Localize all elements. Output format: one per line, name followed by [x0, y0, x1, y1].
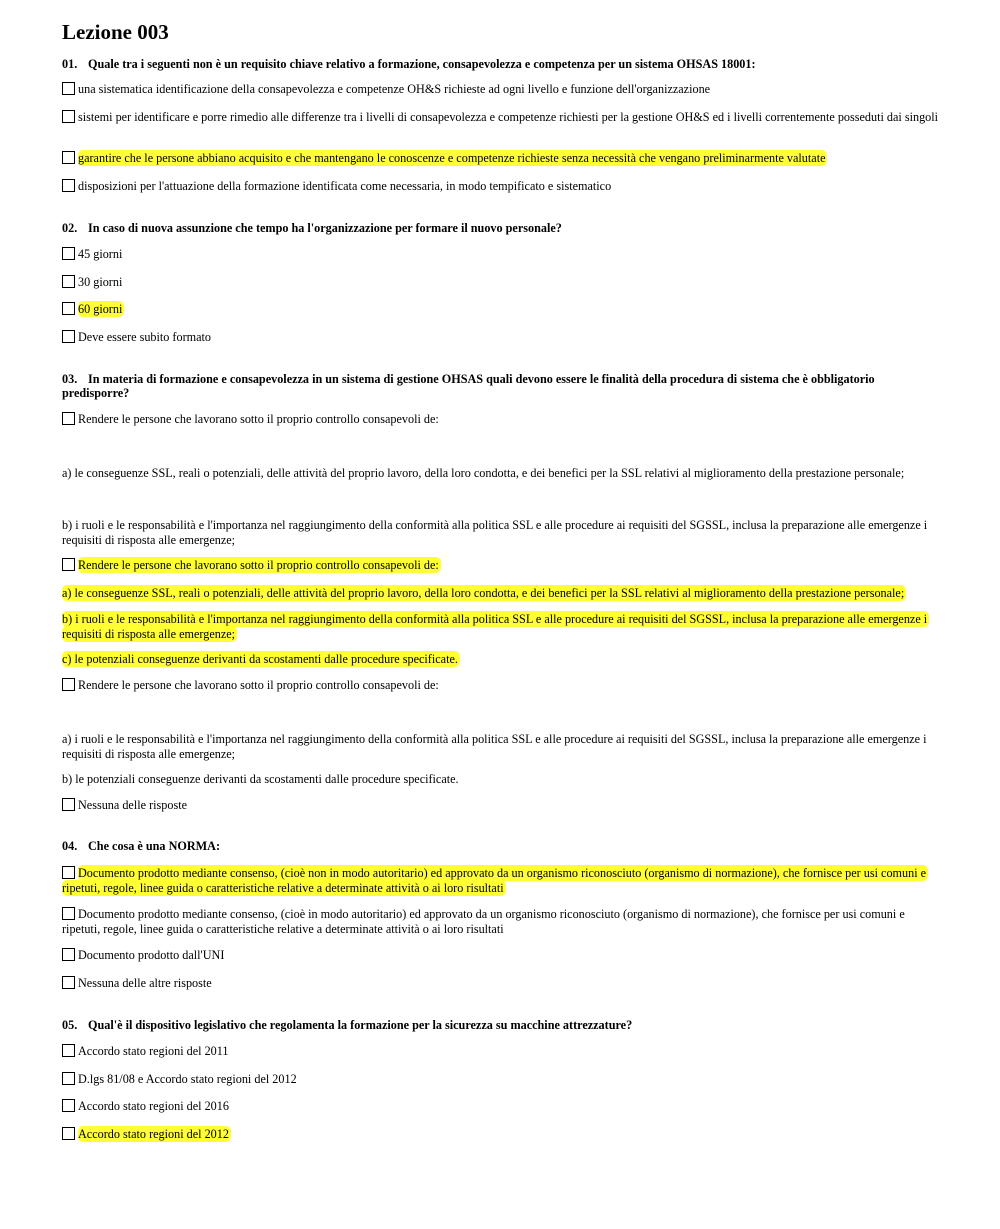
option-text: Nessuna delle altre risposte: [78, 976, 212, 990]
q3-option-2-item-a: [62, 586, 942, 601]
page-title: Lezione 003: [62, 20, 169, 44]
question-02: [62, 222, 942, 236]
q4-option-3[interactable]: [62, 948, 942, 963]
option-subtext: a) le conseguenze SSL, reali o potenziali, delle attività del proprio lavoro, della loro condotta, e dei benefici per la SSL relativi al miglioramento della prestazione personale;: [62, 466, 905, 480]
checkbox[interactable]: [62, 412, 75, 425]
checkbox[interactable]: [62, 151, 75, 164]
checkbox[interactable]: [62, 179, 75, 192]
q3-option-1-item-a: [62, 466, 942, 481]
option-text: Documento prodotto mediante consenso, (cioè in modo autoritario) ed approvato da un organismo riconosciuto (organismo di normazione), che fornisce per usi comuni e ripetuti, regole, linee guida o caratteristiche relative a determinate attività o ai loro risultati: [62, 907, 905, 936]
option-text: 30 giorni: [78, 275, 123, 289]
option-text: Accordo stato regioni del 2011: [78, 1044, 229, 1058]
question-number: 01.: [62, 57, 78, 71]
q2-option-2[interactable]: [62, 275, 942, 290]
option-subtext: c) le potenziali conseguenze derivanti da scostamenti dalle procedure specificate.: [62, 652, 458, 666]
q3-option-3[interactable]: [62, 678, 942, 693]
checkbox[interactable]: [62, 1127, 75, 1140]
option-text: Accordo stato regioni del 2016: [78, 1099, 229, 1113]
option-text: una sistematica identificazione della consapevolezza e competenze OH&S richieste ad ogni livello e funzione dell'organizzazione: [78, 82, 711, 96]
option-text: Nessuna delle risposte: [78, 798, 187, 812]
checkbox[interactable]: [62, 866, 75, 879]
q3-option-2-highlighted[interactable]: [62, 558, 942, 573]
question-number: 05.: [62, 1018, 78, 1032]
question-text: In caso di nuova assunzione che tempo ha l'organizzazione per formare il nuovo personale?: [88, 221, 562, 235]
q5-option-2[interactable]: [62, 1072, 942, 1087]
question-text: In materia di formazione e consapevolezza in un sistema di gestione OHSAS quali devono essere le finalità della procedura di sistema che è obbligatorio predisporre?: [62, 372, 875, 400]
option-subtext: a) i ruoli e le responsabilità e l'importanza nel raggiungimento della conformità alla politica SSL e alle procedure ai requisiti del SGSSL, inclusa la preparazione alle emergenze i requisiti di risposta alle emergenze;: [62, 732, 927, 761]
checkbox[interactable]: [62, 558, 75, 571]
checkbox[interactable]: [62, 976, 75, 989]
q2-option-1[interactable]: [62, 247, 942, 262]
q1-option-1[interactable]: [62, 82, 942, 97]
q3-option-2-item-b: [62, 612, 942, 642]
q3-option-1-item-b: [62, 518, 942, 548]
checkbox[interactable]: [62, 798, 75, 811]
q3-option-3-item-a: [62, 732, 942, 762]
q3-option-4[interactable]: [62, 798, 942, 813]
checkbox[interactable]: [62, 1099, 75, 1112]
question-text: Quale tra i seguenti non è un requisito chiave relativo a formazione, consapevolezza e competenza per un sistema OHSAS 18001:: [88, 57, 756, 71]
q3-option-2-item-c: [62, 652, 942, 667]
question-04: [62, 840, 942, 854]
checkbox[interactable]: [62, 1072, 75, 1085]
question-number: 03.: [62, 372, 78, 386]
option-text: Deve essere subito formato: [78, 330, 212, 344]
option-text: sistemi per identificare e porre rimedio alle differenze tra i livelli di consapevolezza e competenze richiesti per la gestione OH&S ed i livelli correntemente posseduti dai singoli: [78, 110, 939, 124]
q3-option-3-item-b: [62, 772, 942, 787]
option-text: Documento prodotto mediante consenso, (cioè non in modo autoritario) ed approvato da un organismo riconosciuto (organismo di normazione), che fornisce per usi comuni e ripetuti, regole, linee guida o caratteristiche relative a determinate attività o ai loro risultati: [62, 866, 927, 895]
question-number: 04.: [62, 839, 78, 853]
q2-option-3-highlighted[interactable]: [62, 302, 942, 317]
option-text: Rendere le persone che lavorano sotto il proprio controllo consapevoli de:: [78, 558, 439, 572]
checkbox[interactable]: [62, 330, 75, 343]
question-05: [62, 1019, 942, 1033]
option-text: Documento prodotto dall'UNI: [78, 948, 225, 962]
checkbox[interactable]: [62, 1044, 75, 1057]
q1-option-4[interactable]: [62, 179, 942, 194]
question-01: [62, 58, 942, 72]
checkbox[interactable]: [62, 948, 75, 961]
option-subtext: b) i ruoli e le responsabilità e l'importanza nel raggiungimento della conformità alla politica SSL e alle procedure ai requisiti del SGSSL, inclusa la preparazione alle emergenze i requisiti di risposta alle emergenze;: [62, 612, 928, 641]
q5-option-1[interactable]: [62, 1044, 942, 1059]
question-number: 02.: [62, 221, 78, 235]
option-text: 45 giorni: [78, 247, 123, 261]
q1-option-3-highlighted[interactable]: [62, 151, 942, 166]
q3-option-1[interactable]: [62, 412, 942, 427]
option-subtext: b) i ruoli e le responsabilità e l'importanza nel raggiungimento della conformità alla politica SSL e alle procedure ai requisiti del SGSSL, inclusa la preparazione alle emergenze i requisiti di risposta alle emergenze;: [62, 518, 928, 547]
option-text: Rendere le persone che lavorano sotto il proprio controllo consapevoli de:: [78, 678, 439, 692]
question-text: Qual'è il dispositivo legislativo che regolamenta la formazione per la sicurezza su macchine attrezzature?: [88, 1018, 633, 1032]
checkbox[interactable]: [62, 302, 75, 315]
checkbox[interactable]: [62, 678, 75, 691]
q4-option-1-highlighted[interactable]: [62, 866, 942, 896]
option-text: 60 giorni: [78, 302, 123, 316]
option-subtext: b) le potenziali conseguenze derivanti da scostamenti dalle procedure specificate.: [62, 772, 459, 786]
q4-option-4[interactable]: [62, 976, 942, 991]
q1-option-2[interactable]: [62, 110, 942, 125]
option-text: D.lgs 81/08 e Accordo stato regioni del 2012: [78, 1072, 297, 1086]
question-03: [62, 373, 942, 400]
q5-option-3[interactable]: [62, 1099, 942, 1114]
option-text: Rendere le persone che lavorano sotto il proprio controllo consapevoli de:: [78, 412, 439, 426]
option-text: disposizioni per l'attuazione della formazione identificata come necessaria, in modo tempificato e sistematico: [78, 179, 612, 193]
option-text: garantire che le persone abbiano acquisito e che mantengano le conoscenze e competenze richieste senza necessità che vengano preliminarmente valutate: [78, 151, 826, 165]
checkbox[interactable]: [62, 247, 75, 260]
checkbox[interactable]: [62, 110, 75, 123]
checkbox[interactable]: [62, 82, 75, 95]
q2-option-4[interactable]: [62, 330, 942, 345]
question-text: Che cosa è una NORMA:: [88, 839, 221, 853]
option-text: Accordo stato regioni del 2012: [78, 1127, 229, 1141]
q5-option-4-highlighted[interactable]: [62, 1127, 942, 1142]
checkbox[interactable]: [62, 907, 75, 920]
q4-option-2[interactable]: [62, 907, 942, 937]
checkbox[interactable]: [62, 275, 75, 288]
option-subtext: a) le conseguenze SSL, reali o potenziali, delle attività del proprio lavoro, della loro condotta, e dei benefici per la SSL relativi al miglioramento della prestazione personale;: [62, 586, 905, 600]
